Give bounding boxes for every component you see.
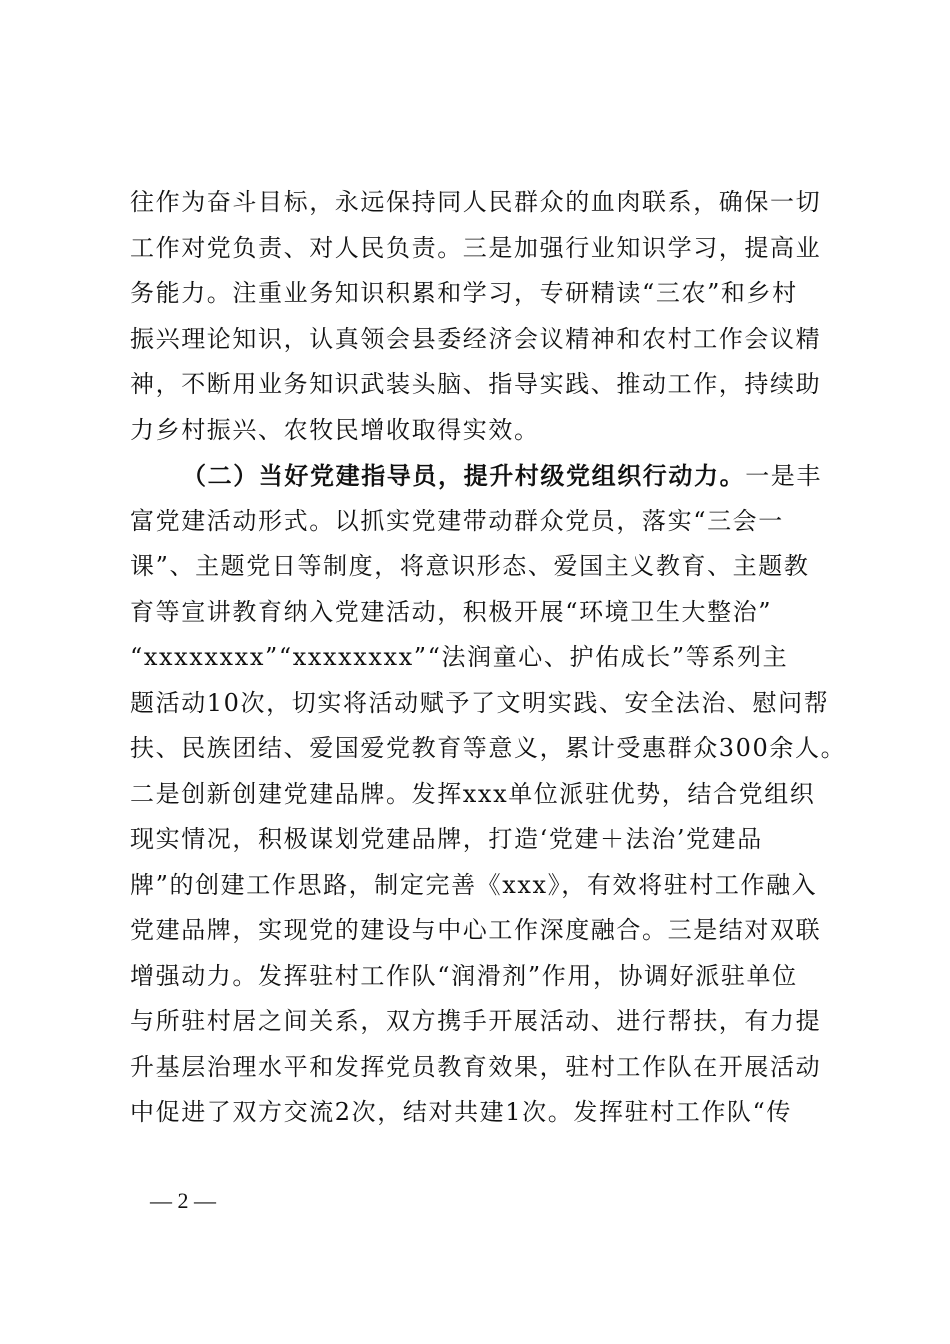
- text-line: 富党建活动形式。以抓实党建带动群众党员，落实“三会一: [130, 506, 784, 535]
- text-line: 中促进了双方交流2次，结对共建1次。发挥驻村工作队“传: [130, 1098, 793, 1126]
- text-line: 往作为奋斗目标，永远保持同人民群众的血肉联系，确保一切: [130, 188, 822, 216]
- page-number: — 2 —: [150, 1188, 216, 1213]
- text-line: 升基层治理水平和发挥党员教育效果，驻村工作队在开展活动: [130, 1052, 822, 1081]
- section-heading-tail: 一是丰: [745, 462, 823, 490]
- text-line: 神，不断用业务知识武装头脑、指导实践、推动工作，持续助: [130, 370, 822, 398]
- text-line: “xxxxxxxx”“xxxxxxxx”“法润童心、护佑成长”等系列主: [130, 643, 789, 671]
- text-line: 扶、民族团结、爱国爱党教育等意义，累计受惠群众300余人。: [130, 734, 847, 762]
- text-line: 党建品牌，实现党的建设与中心工作深度融合。三是结对双联: [130, 916, 822, 944]
- text-line: 现实情况，积极谋划党建品牌，打造‘党建＋法治’党建品: [130, 825, 763, 853]
- text-line: 工作对党负责、对人民负责。三是加强行业知识学习，提高业: [130, 233, 822, 262]
- text-line: 与所驻村居之间关系，双方携手开展活动、进行帮扶，有力提: [130, 1007, 822, 1035]
- section-heading: （二）当好党建指导员，提升村级党组织行动力。: [182, 461, 746, 490]
- text-line: 题活动10次，切实将活动赋予了文明实践、安全法治、慰问帮: [130, 688, 830, 717]
- text-line: 增强动力。发挥驻村工作队“润滑剂”作用，协调好派驻单位: [130, 961, 798, 990]
- text-line: 课”、主题党日等制度，将意识形态、爱国主义教育、主题教: [130, 552, 810, 580]
- body-text: [130, 180, 847, 1136]
- text-line: 振兴理论知识，认真领会县委经济会议精神和农村工作会议精: [130, 324, 822, 353]
- text-line: 力乡村振兴、农牧民增收取得实效。: [130, 415, 540, 444]
- text-line: 务能力。注重业务知识积累和学习，专研精读“三农”和乡村: [130, 279, 798, 307]
- text-line: 育等宣讲教育纳入党建活动，积极开展“环境卫生大整治”: [130, 597, 773, 626]
- section-heading-line: [130, 453, 830, 499]
- text-line: 牌”的创建工作思路，制定完善《xxx》，有效将驻村工作融入: [130, 870, 818, 899]
- text-line: 二是创新创建党建品牌。发挥xxx单位派驻优势，结合党组织: [130, 779, 816, 808]
